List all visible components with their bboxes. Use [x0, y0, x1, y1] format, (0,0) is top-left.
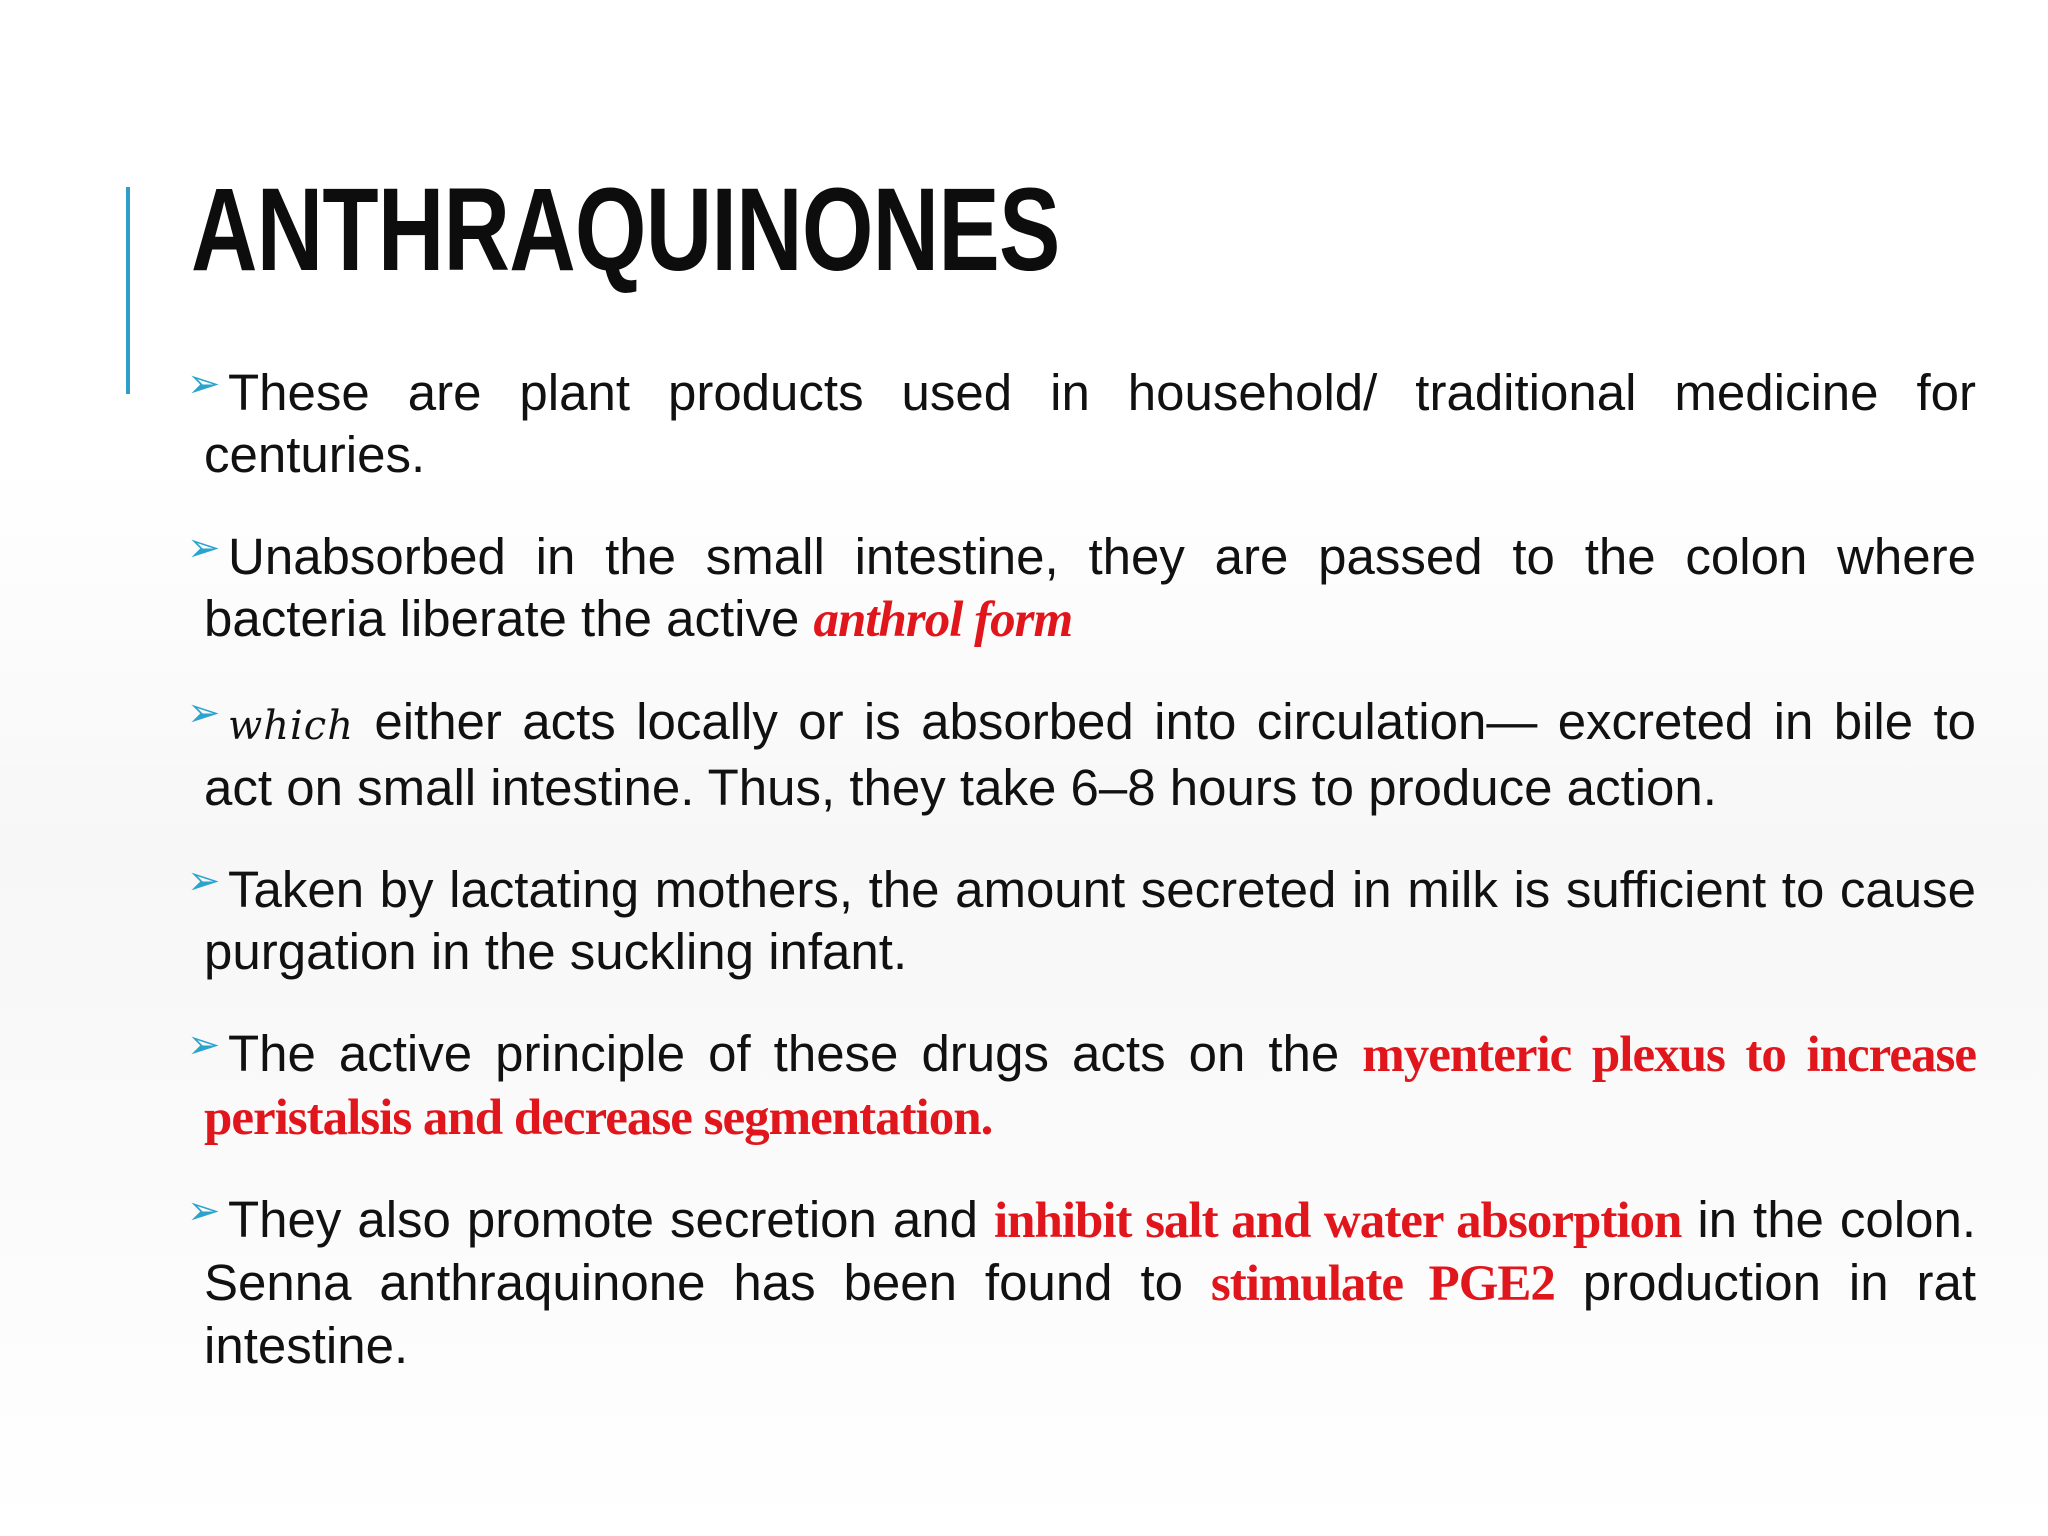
- arrow-bullet-icon: ➢: [187, 859, 221, 903]
- title-accent-bar: [126, 187, 130, 394]
- bullet-text: These are plant products used in household/ traditional medicine for centuries.: [204, 364, 1976, 483]
- bullet-item: [187, 362, 1976, 486]
- arrow-bullet-icon: ➢: [187, 526, 221, 570]
- bullet-text: They also promote secretion and: [228, 1191, 994, 1248]
- arrow-bullet-icon: ➢: [187, 1189, 221, 1233]
- highlighted-term: stimulate PGE2: [1210, 1256, 1555, 1312]
- bullet-item: [187, 526, 1976, 651]
- highlighted-term: myenteric plexus to increase peristalsis and decrease segmentation.: [204, 1027, 1976, 1146]
- highlighted-term: anthrol form: [813, 592, 1073, 648]
- bullet-item: [187, 859, 1976, 983]
- arrow-bullet-icon: ➢: [187, 362, 221, 406]
- bullet-text: in the colon. Senna anthraquinone has been found to: [204, 1191, 1976, 1311]
- arrow-bullet-icon: ➢: [187, 691, 221, 735]
- bullet-text: Unabsorbed in the small intestine, they are passed to the colon where bacteria liberate the active: [204, 528, 1976, 647]
- slide-title: ANTHRAQUINONES: [191, 164, 1060, 296]
- bullet-text: Taken by lactating mothers, the amount secreted in milk is sufficient to cause purgation in the suckling infant.: [204, 861, 1976, 980]
- highlighted-term: inhibit salt and water absorption: [993, 1193, 1682, 1249]
- bullet-item: [187, 691, 1976, 819]
- arrow-bullet-icon: ➢: [187, 1023, 221, 1067]
- bullet-item: [187, 1023, 1976, 1149]
- script-word: which: [228, 703, 354, 749]
- bullet-list: [187, 362, 1976, 1417]
- bullet-text: either acts locally or is absorbed into circulation— excreted in bile to act on small intestine. Thus, they take 6–8 hours to produce action.: [204, 693, 1976, 816]
- bullet-item: [187, 1189, 1976, 1377]
- bullet-text: The active principle of these drugs acts on the: [228, 1025, 1363, 1082]
- bullet-text: production in rat intestine.: [204, 1254, 1976, 1374]
